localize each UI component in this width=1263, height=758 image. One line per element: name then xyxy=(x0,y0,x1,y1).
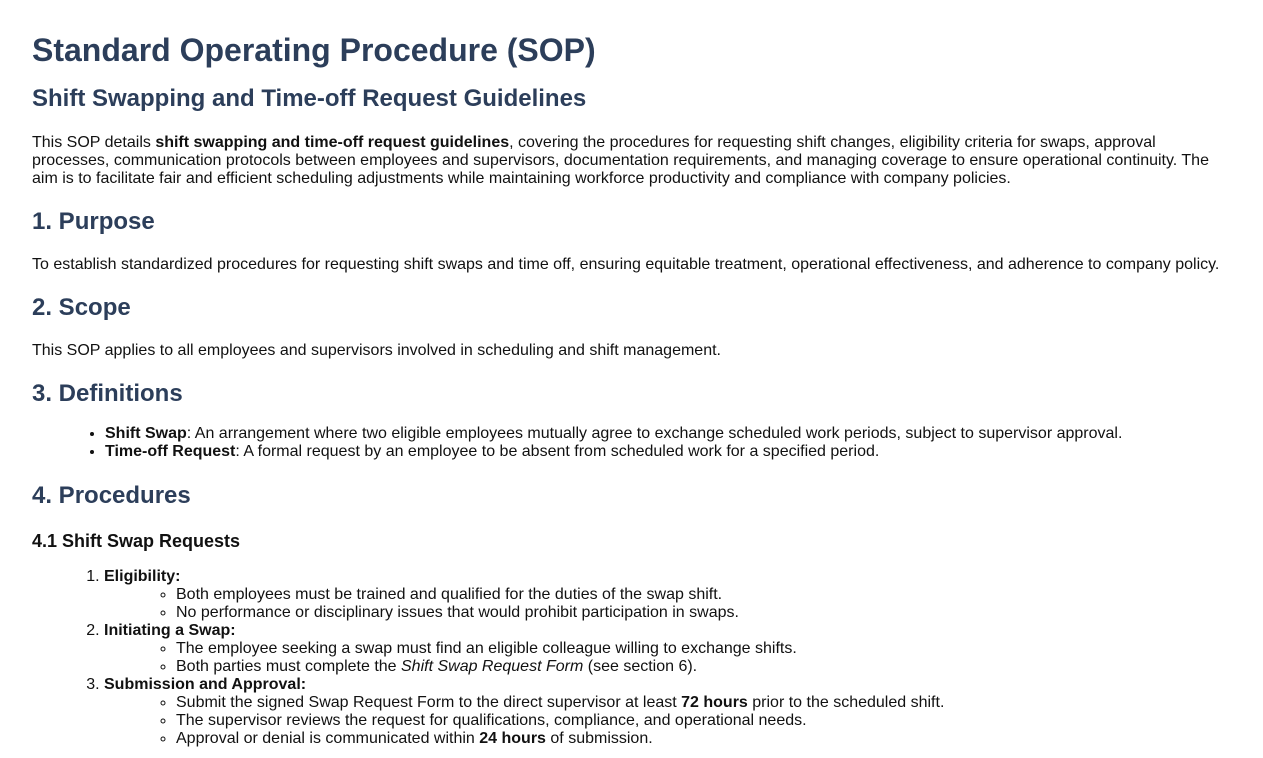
procedure-steps-list xyxy=(32,568,1231,748)
step-label: Submission and Approval: xyxy=(104,676,307,693)
intro-bold: shift swapping and time-off request guidelines xyxy=(155,134,510,151)
definition-item xyxy=(105,443,1231,461)
page-subtitle: Shift Swapping and Time-off Request Guidelines xyxy=(32,85,587,112)
procedure-step xyxy=(104,622,1231,676)
deadline-bold: 72 hours xyxy=(681,694,748,711)
sub-item-after: (see section 6). xyxy=(583,658,698,675)
section-heading-scope: 2. Scope xyxy=(32,294,131,321)
sub-item-before: Submit the signed Swap Request Form to the direct supervisor at least xyxy=(176,694,682,711)
intro-paragraph xyxy=(32,134,1222,188)
step-sublist xyxy=(104,694,1231,748)
page-title: Standard Operating Procedure (SOP) xyxy=(32,32,596,68)
definition-term: Time-off Request xyxy=(105,443,236,460)
procedure-step xyxy=(104,676,1231,748)
sub-item-before: Both parties must complete the xyxy=(176,658,401,675)
sub-item: ◦ The supervisor reviews the request for qualifications, compliance, and operational needs. xyxy=(176,712,1231,730)
deadline-bold: 24 hours xyxy=(479,730,546,747)
section-heading-definitions: 3. Definitions xyxy=(32,380,183,407)
definition-text: : An arrangement where two eligible employees mutually agree to exchange scheduled work periods, subject to supervisor approval. xyxy=(186,425,1123,442)
definition-item xyxy=(105,425,1231,443)
intro-after: , covering the procedures for requesting shift changes, eligibility criteria for swaps, approval processes, communication protocols between employees and supervisors, documentation requirements, and managing coverage to ensure operational continuity. The aim is to facilitate fair and efficient scheduling adjustments while maintaining workforce productivity and compliance with company policies. xyxy=(32,134,1209,187)
purpose-text: To establish standardized procedures for requesting shift swaps and time off, ensuring equitable treatment, operational effectiveness, and adherence to company policy. xyxy=(32,256,1220,273)
form-name: Shift Swap Request Form xyxy=(401,658,584,675)
section-heading-purpose: 1. Purpose xyxy=(32,208,155,235)
definitions-list xyxy=(32,425,1231,461)
scope-text: This SOP applies to all employees and supervisors involved in scheduling and shift management. xyxy=(32,342,721,359)
sub-item-before: Approval or denial is communicated within xyxy=(176,730,480,747)
sub-item xyxy=(176,694,1231,712)
sub-item: ◦ No performance or disciplinary issues that would prohibit participation in swaps. xyxy=(176,604,1231,622)
sub-item xyxy=(176,730,1231,748)
step-label: Initiating a Swap: xyxy=(104,622,236,639)
subsection-heading-shift-swap: 4.1 Shift Swap Requests xyxy=(32,531,241,551)
step-label: Eligibility: xyxy=(104,568,181,585)
sub-item: ◦ Both employees must be trained and qualified for the duties of the swap shift. xyxy=(176,586,1231,604)
sub-item: ◦ The employee seeking a swap must find an eligible colleague willing to exchange shifts. xyxy=(176,640,1231,658)
definition-term: Shift Swap xyxy=(105,425,187,442)
step-sublist xyxy=(104,640,1231,676)
section-heading-procedures: 4. Procedures xyxy=(32,482,191,509)
sub-item-after: prior to the scheduled shift. xyxy=(747,694,945,711)
intro-before: This SOP details xyxy=(32,134,156,151)
sub-item-after: of submission. xyxy=(545,730,653,747)
step-sublist xyxy=(104,586,1231,622)
procedure-step xyxy=(104,568,1231,622)
definition-text: : A formal request by an employee to be absent from scheduled work for a specified period. xyxy=(235,443,880,460)
sub-item xyxy=(176,658,1231,676)
